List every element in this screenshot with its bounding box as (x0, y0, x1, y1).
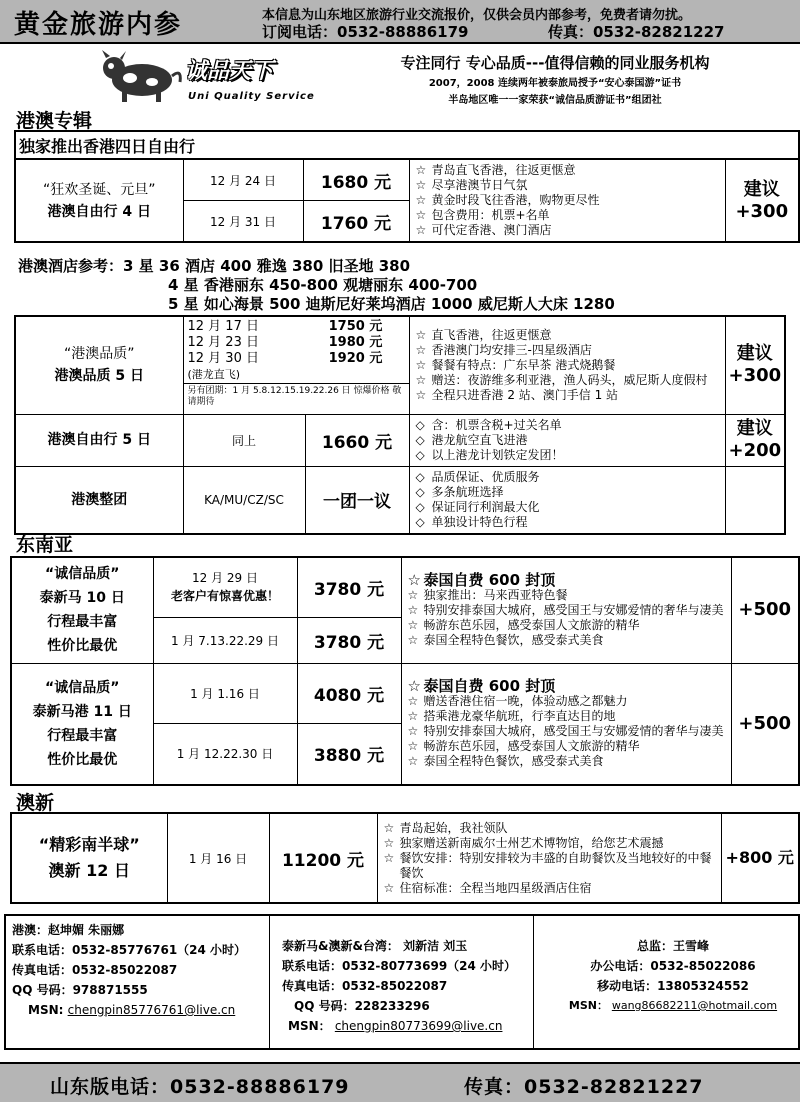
suggest-label: 建议 (743, 178, 780, 200)
feature-item: ☆ 搭乘港龙豪华航班，行李直达目的地 (408, 709, 725, 724)
feature-item: ◇ 多条航班选择 (416, 485, 719, 500)
hk-free-suggest (725, 159, 799, 242)
feature-item: ☆ 泰国全程特色餐饮，感受泰式美食 (408, 754, 725, 769)
header-bar (0, 0, 800, 44)
contact-msn-label: MSN： (568, 999, 608, 1012)
sea1-name-line-1: “诚信品质” (45, 566, 120, 583)
hk-quality-date-note: (港龙直飞) (187, 368, 241, 381)
suggest-label: 建议 (736, 343, 773, 365)
feature-item: ☆ 青岛直飞香港，往返更惬意 (416, 163, 719, 178)
feature-item: ◇ 品质保证、优质服务 (416, 470, 719, 485)
hk-free-headline: 独家推出香港四日自由行 (15, 131, 799, 159)
sea2-feature-title: ☆ 泰国自费 600 封顶 (408, 679, 725, 694)
feature-item: ☆ 赠送香港住宿一晚，体验动感之都魅力 (408, 694, 725, 709)
contact-msn-link[interactable]: wang86682211@hotmail.com (611, 999, 778, 1012)
hk-quality-product-name (15, 316, 183, 414)
anz-price: 11200 元 (269, 813, 377, 903)
hotel-reference (18, 257, 615, 314)
sea1-product-name (11, 557, 153, 663)
contact-qq: QQ 号码：228233296 (294, 999, 430, 1013)
hk-free5-name: 港澳自由行 5 日 (15, 414, 183, 466)
hk-free5-suggest (725, 414, 785, 466)
hk-free5-price: 1660 元 (305, 414, 409, 466)
contact-title: 泰新马&澳新&台湾： 刘新洁 刘玉 (282, 939, 468, 953)
feature-item: ☆ 餐餐有特点：广东早茶 港式烧鹅餐 (416, 358, 719, 373)
contact-qq: QQ 号码：978871555 (12, 983, 148, 997)
anz-date: 1 月 16 日 (167, 813, 269, 903)
hk-group-features (409, 466, 725, 534)
hk-free-name-line-2: 港澳自由行 4 日 (47, 203, 151, 220)
sea2-date-1: 1 月 1.16 日 (153, 663, 297, 723)
anz-name-line-2: 澳新 12 日 (48, 861, 130, 880)
contact-panel (4, 914, 800, 1050)
sea2-product-name (11, 663, 153, 785)
contact-fax: 传真电话：0532-85022087 (282, 979, 448, 993)
section-title-aus-nz: 澳新 (16, 792, 55, 814)
hk-group-airlines: KA/MU/CZ/SC (183, 466, 305, 534)
sea2-price-1: 4080 元 (297, 663, 401, 723)
anz-name-line-1: “精彩南半球” (38, 835, 140, 854)
certificate-line-2: 半岛地区唯一一家荣获“诚信品质游证书”组团社 (448, 95, 662, 106)
hk-free-features (409, 159, 725, 242)
page-title: 黄金旅游内参 (14, 10, 183, 40)
hk-quality-table (14, 315, 786, 535)
contact-msn-link[interactable]: chengpin85776761@live.cn (67, 1003, 236, 1017)
hk-free-price-1: 1680 元 (303, 159, 409, 201)
feature-item: ☆ 黄金时段飞往香港，购物更尽性 (416, 193, 719, 208)
hotel-line-3star: 港澳酒店参考：3 星 36 酒店 400 雅逸 380 旧圣地 380 (18, 257, 411, 275)
hk-quality-date-2: 12 月 23 日 (187, 335, 259, 350)
feature-item: ☆ 独家赠送新南威尔士州艺术博物馆，给您艺术震撼 (384, 836, 715, 851)
footer-bar (0, 1062, 800, 1102)
contact-fax: 传真电话：0532-85022087 (12, 963, 178, 977)
feature-item: ☆ 泰国全程特色餐饮，感受泰式美食 (408, 633, 725, 648)
hk-quality-price-1: 1750 元 (328, 319, 383, 334)
hotel-line-5star: 5 星 如心海景 500 迪斯尼好莱坞酒店 1000 威尼斯人大床 1280 (168, 295, 615, 313)
sea1-features (401, 557, 731, 663)
hk-quality-date-3: 12 月 30 日 (187, 351, 259, 366)
hk-quality-features (409, 316, 725, 414)
hk-group-name: 港澳整团 (15, 466, 183, 534)
hk-quality-name-line-1: “港澳品质” (63, 346, 135, 363)
feature-item: ◇ 含：机票含税+过关名单 (416, 418, 719, 433)
hk-quality-price-3: 1920 元 (328, 351, 383, 366)
brand-logo (100, 48, 315, 106)
feature-item: ◇ 保证同行利润最大化 (416, 500, 719, 515)
hk-quality-other-dates: 另有团期：1 月 5.8.12.15.19.22.26 日 惊爆价格 敬请期待 (184, 383, 409, 410)
feature-item: ☆ 特别安排泰国大城府，感受国王与安娜爱情的奢华与凄美 (408, 724, 725, 739)
sea1-name-line-2: 泰新马 10 日 (39, 590, 125, 607)
hk-free-price-2: 1760 元 (303, 201, 409, 243)
hk-group-suggest-empty (725, 466, 785, 534)
anz-product-name (11, 813, 167, 903)
contact-msn-row (12, 1000, 269, 1020)
feature-item: ☆ 畅游东芭乐园，感受泰国人文旅游的精华 (408, 618, 725, 633)
contact-phone: 联系电话：0532-85776761（24 小时） (12, 943, 247, 957)
contact-title: 总监：王雪峰 (636, 939, 709, 953)
sea2-name-line-4: 性价比最优 (47, 751, 118, 768)
feature-item: ☆ 畅游东芭乐园，感受泰国人文旅游的精华 (408, 739, 725, 754)
feature-item: ☆ 全程只进香港 2 站、澳门手信 1 站 (416, 388, 719, 403)
logo-english-text: Uni Quality Service (188, 91, 315, 102)
contact-office-phone: 办公电话：0532-85022086 (590, 959, 756, 973)
sea2-name-line-3: 行程最丰富 (47, 727, 118, 744)
sea2-price-2: 3880 元 (297, 723, 401, 785)
sea1-name-line-4: 性价比最优 (47, 638, 118, 655)
feature-item: ☆ 尽享港澳节日气氛 (416, 178, 719, 193)
sea1-date-1-note: 老客户有惊喜优惠！ (170, 589, 279, 604)
contact-phone: 联系电话：0532-80773699（24 小时） (282, 959, 517, 973)
contact-director (534, 916, 798, 1048)
feature-item: ☆ 包含费用：机票+名单 (416, 208, 719, 223)
section-title-hk-macau: 港澳专辑 (16, 110, 93, 132)
aus-nz-table (10, 812, 800, 904)
hk-free-name-line-1: “狂欢圣诞、元旦” (42, 181, 156, 198)
feature-item: ☆ 餐饮安排：特别安排较为丰盛的自助餐饮及当地较好的中餐餐饮 (384, 851, 715, 881)
sea1-name-line-3: 行程最丰富 (47, 614, 118, 631)
hk-free-product-name (15, 159, 183, 242)
sea2-features (401, 663, 731, 785)
hotel-line-4star: 4 星 香港丽东 450-800 观塘丽东 400-700 (168, 276, 478, 294)
contact-sea-anz (270, 916, 534, 1048)
hk-free-date-1: 12 月 24 日 (183, 159, 303, 201)
feature-item: ☆ 住宿标准：全程当地四星级酒店住宿 (384, 881, 715, 896)
hk-free5-date: 同上 (183, 414, 305, 466)
certificate-line-1: 2007，2008 连续两年被泰旅局授予“安心泰国游”证书 (428, 78, 682, 89)
sea2-name-line-1: “诚信品质” (45, 679, 120, 696)
hk-quality-date-1: 12 月 17 日 (187, 319, 259, 334)
feature-item: ☆ 独家推出：马来西亚特色餐 (408, 588, 725, 603)
suggest-value: +300 (735, 200, 789, 222)
hk-quality-suggest (725, 316, 785, 414)
contact-msn-link[interactable]: chengpin80773699@live.cn (334, 1019, 503, 1033)
mascot-cow-icon (100, 48, 184, 104)
contact-mobile: 移动电话：13805324552 (597, 979, 749, 993)
slogan: 专注同行 专心品质---值得信赖的同业服务机构 (400, 54, 710, 72)
suggest-label: 建议 (736, 418, 773, 439)
hk-quality-name-line-2: 港澳品质 5 日 (54, 368, 144, 385)
anz-features (377, 813, 721, 903)
sea1-price-1: 3780 元 (297, 557, 401, 617)
sea1-date-1: 12 月 29 日 (192, 571, 258, 586)
feature-item: ☆ 特别安排泰国大城府，感受国王与安娜爱情的奢华与凄美 (408, 603, 725, 618)
sea1-feature-title: ☆ 泰国自费 600 封顶 (408, 573, 725, 588)
feature-item: ◇ 港龙航空直飞进港 (416, 433, 719, 448)
footer-fax: 传真：0532-82821227 (464, 1076, 704, 1098)
feature-item: ☆ 直飞香港，往返更惬意 (416, 328, 719, 343)
feature-item: ☆ 可代定香港、澳门酒店 (416, 223, 719, 238)
feature-item: ☆ 赠送：夜游维多利亚港，渔人码头，威尼斯人度假村 (416, 373, 719, 388)
suggest-value: +200 (728, 440, 782, 461)
feature-item: ◇ 以上港龙计划铁定发团！ (416, 448, 719, 463)
contact-title: 港澳：赵坤媚 朱丽娜 (12, 923, 125, 937)
hk-group-price: 一团一议 (305, 466, 409, 534)
contact-msn-label: MSN: (28, 1003, 64, 1017)
anz-suggest: +800 元 (721, 813, 799, 903)
southeast-asia-table (10, 556, 800, 786)
subscribe-phone: 订阅电话：0532-88886179 (262, 23, 469, 41)
contact-hk-macau (6, 916, 270, 1048)
contact-msn-row (282, 1016, 533, 1036)
sea2-suggest: +500 (731, 663, 799, 785)
feature-item: ☆ 香港澳门均安排三-四星级酒店 (416, 343, 719, 358)
sea1-suggest: +500 (731, 557, 799, 663)
section-title-southeast-asia: 东南亚 (16, 534, 74, 556)
footer-phone: 山东版电话：0532-88886179 (50, 1076, 350, 1098)
sea1-price-2: 3780 元 (297, 617, 401, 663)
hk-free-4day-table (14, 130, 800, 243)
header-note: 本信息为山东地区旅游行业交流报价，仅供会员内部参考，免费者请勿扰。 (262, 8, 692, 23)
hk-quality-price-2: 1980 元 (328, 335, 383, 350)
hk-quality-dates-prices (183, 316, 409, 414)
feature-item: ◇ 单独设计特色行程 (416, 515, 719, 530)
sea2-name-line-2: 泰新马港 11 日 (32, 703, 132, 720)
contact-msn-label: MSN： (288, 1019, 331, 1033)
sea1-date-1-cell (153, 557, 297, 617)
hk-free-date-2: 12 月 31 日 (183, 201, 303, 243)
suggest-value: +300 (728, 365, 782, 387)
feature-item: ☆ 青岛起始，我社领队 (384, 821, 715, 836)
sea1-date-2: 1 月 7.13.22.29 日 (153, 617, 297, 663)
logo-chinese-text: 诚品天下 (185, 59, 274, 84)
hk-free5-features (409, 414, 725, 466)
header-fax: 传真：0532-82821227 (548, 23, 725, 41)
contact-msn-row (548, 996, 798, 1016)
sea2-date-2: 1 月 12.22.30 日 (153, 723, 297, 785)
